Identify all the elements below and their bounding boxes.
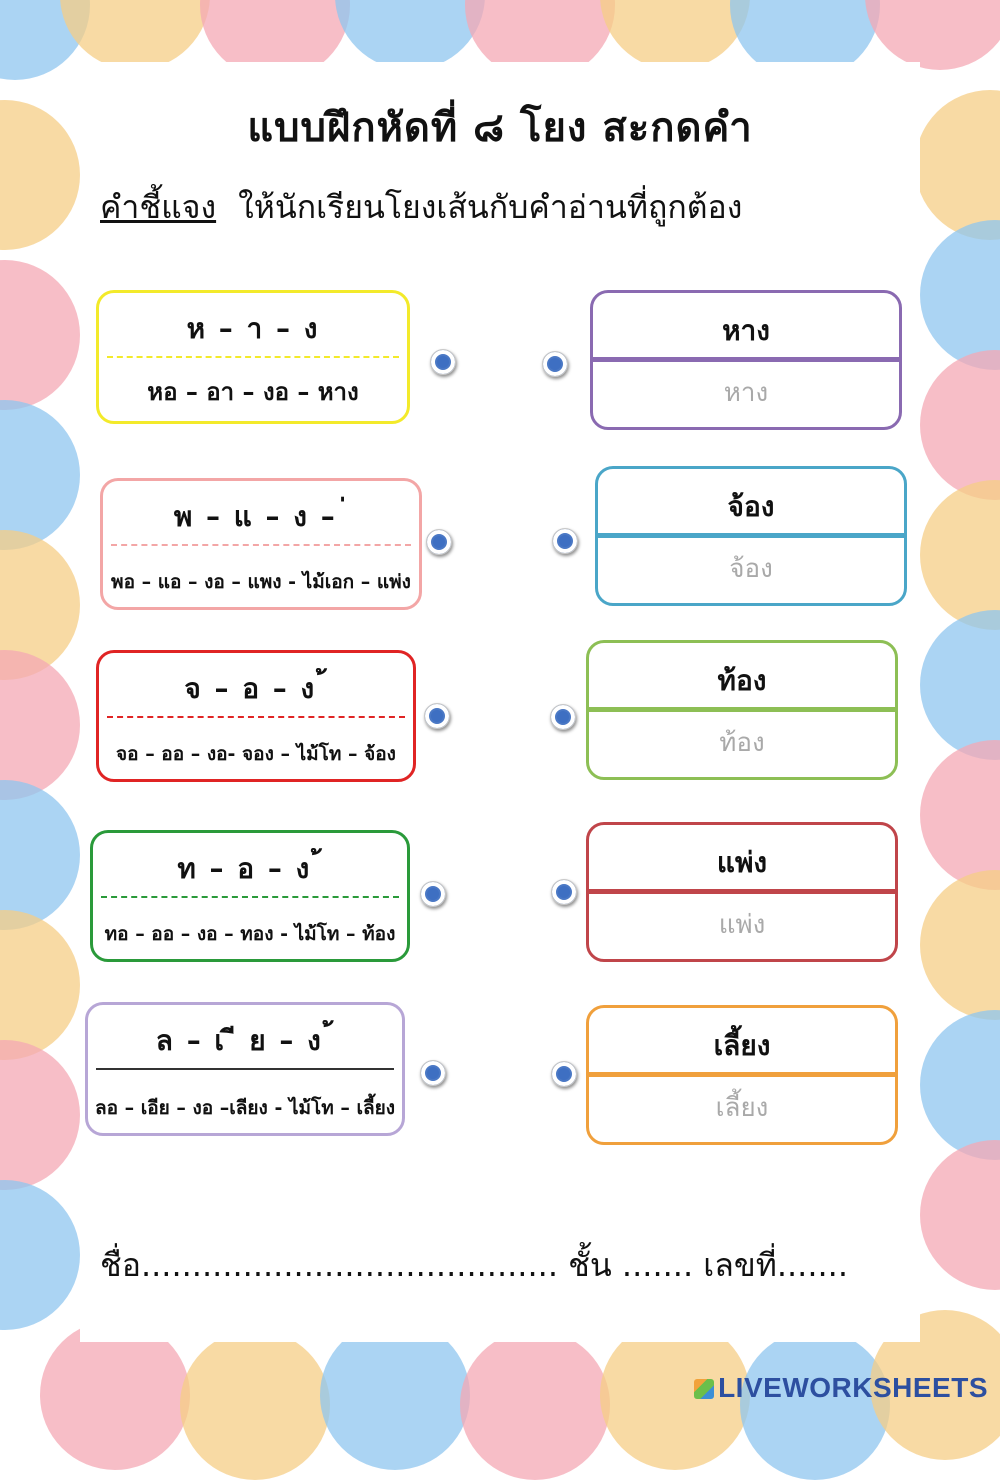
divider-line (589, 707, 895, 712)
left-connector-dot-5[interactable] (420, 1060, 446, 1086)
right-box-3 (586, 640, 898, 780)
instruction (100, 182, 742, 233)
reading-text: พอ – แอ – งอ – แพง - ไม้เอก – แพ่ง (111, 571, 411, 593)
right-box-1 (590, 290, 902, 430)
right-box-4 (586, 822, 898, 962)
left-box-1 (96, 290, 410, 424)
spelling-text: ล – เ ี ย – ง ้ (155, 1024, 335, 1057)
brand-logo (694, 1372, 988, 1404)
answer-word: แพ่ง (716, 846, 768, 879)
right-connector-dot-4[interactable] (551, 879, 577, 905)
right-connector-dot-1[interactable] (542, 351, 568, 377)
spelling-text: ห – า – ง (186, 312, 320, 345)
reading-text: จอ – ออ – งอ- จอง – ไม้โท – จ้อง (116, 743, 396, 765)
trace-word: หาง (723, 378, 769, 408)
spelling-text: พ – แ – ง – ่ (173, 500, 349, 533)
left-connector-dot-3[interactable] (424, 703, 450, 729)
brand-text: LIVEWORKSHEETS (718, 1372, 988, 1403)
right-connector-dot-5[interactable] (551, 1061, 577, 1087)
left-connector-dot-2[interactable] (426, 529, 452, 555)
divider-line (589, 1072, 895, 1077)
page-title: แบบฝึกหัดที่ ๘ โยง สะกดคำ (247, 105, 753, 151)
answer-word: เลี้ยง (713, 1029, 771, 1062)
spelling-text: จ – อ – ง ้ (184, 672, 328, 705)
answer-word: หาง (722, 314, 770, 347)
reading-text: หอ – อา – งอ – หาง (147, 378, 359, 406)
divider (96, 1068, 394, 1070)
divider-line (598, 533, 904, 538)
left-connector-dot-1[interactable] (430, 349, 456, 375)
trace-word: จ้อง (729, 554, 773, 584)
spelling-text: ท – อ – ง ้ (177, 852, 323, 885)
right-connector-dot-3[interactable] (550, 704, 576, 730)
instruction-label: คำชี้แจง (100, 188, 217, 226)
left-connector-dot-4[interactable] (420, 881, 446, 907)
left-box-3 (96, 650, 416, 782)
answer-word: จ้อง (727, 490, 775, 523)
trace-word: ท้อง (719, 728, 765, 758)
divider (107, 716, 405, 718)
brand-icon (694, 1379, 714, 1399)
left-box-4 (90, 830, 410, 962)
divider (101, 896, 399, 898)
divider-line (589, 889, 895, 894)
right-box-2 (595, 466, 907, 606)
instruction-text: ให้นักเรียนโยงเส้นกับคำอ่านที่ถูกต้อง (238, 188, 743, 226)
trace-word: แพ่ง (718, 910, 766, 940)
right-connector-dot-2[interactable] (552, 528, 578, 554)
left-box-2 (100, 478, 422, 610)
answer-word: ท้อง (717, 664, 767, 697)
divider-line (593, 357, 899, 362)
reading-text: ทอ – ออ – งอ – ทอง - ไม้โท – ท้อง (104, 923, 396, 945)
divider (111, 544, 411, 546)
divider (107, 356, 399, 358)
left-box-5 (85, 1002, 405, 1136)
right-box-5 (586, 1005, 898, 1145)
student-info-line: ชื่อ......................................... ชั้น ....... เลขที่....... (100, 1246, 849, 1284)
reading-text: ลอ – เอีย – งอ –เลียง - ไม้โท – เลี้ยง (94, 1097, 396, 1119)
trace-word: เลี้ยง (715, 1093, 769, 1123)
